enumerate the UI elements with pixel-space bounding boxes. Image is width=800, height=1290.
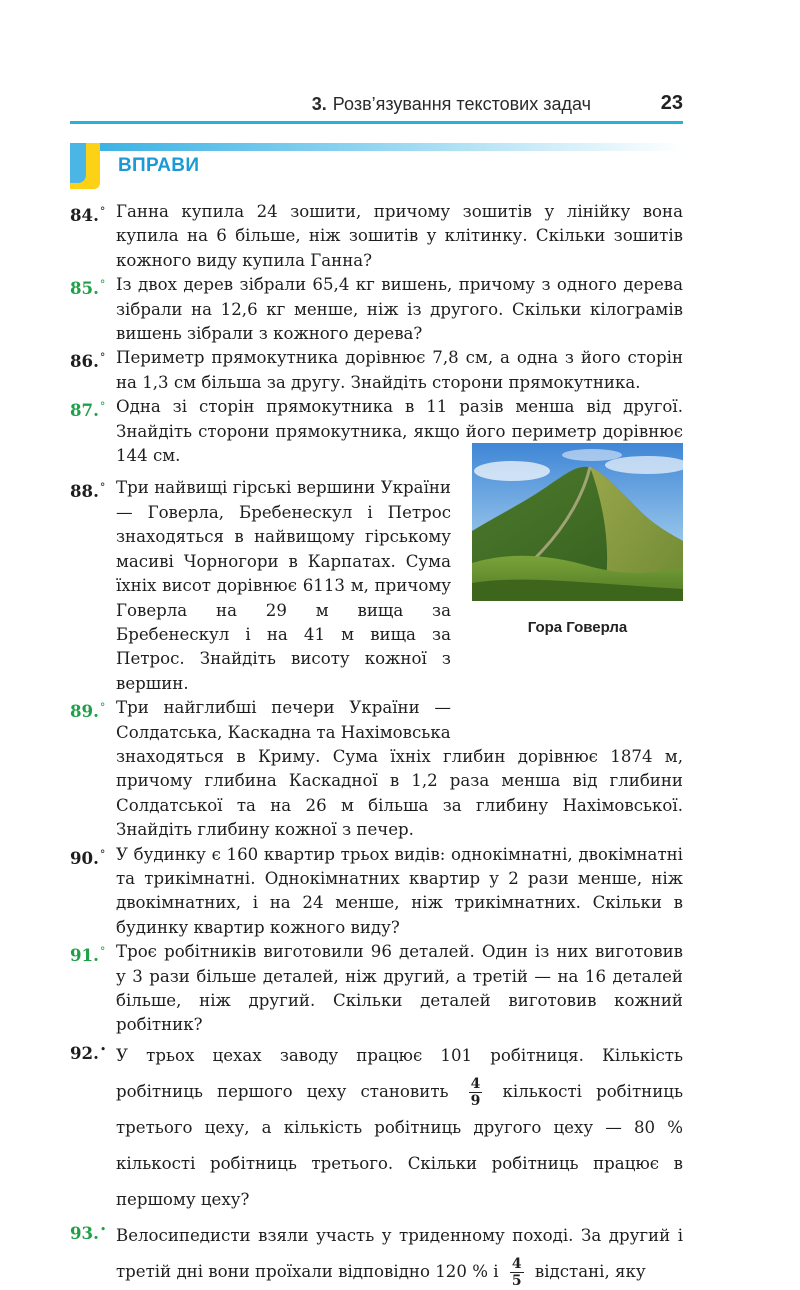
exercise-text: Периметр прямокутника дорівнює 7,8 см, а одна з його сторін на 1,3 см більша за другу. Знайдіть сторони прямокутника. (116, 348, 683, 392)
header-divider (70, 121, 683, 124)
exercise-number: 87.° (70, 400, 106, 421)
exercise-text-part2: знаходяться в Криму. Сума їхніх глибин дорівнює 1874 м, причому глибина Каскадної в 1,2 раза менша від глибини Солдатської та на 26 м більша за глибину Нахімовської. Знайдіть глибину кожної з печер. (116, 746, 683, 840)
exercise-86 (70, 346, 683, 395)
page-number: 23 (660, 92, 683, 114)
exercise-text: Із двох дерев зібрали 65,4 кг вишень, причому з одного дерева зібрали на 12,6 кг менше, ніж із другого. Скільки кілограмів вишень зібрали з кожного дерева? (116, 275, 683, 344)
running-header (70, 86, 683, 122)
section-heading (70, 143, 683, 189)
fraction-denominator: 5 (511, 1272, 522, 1289)
exercise-text: Ганна купила 24 зошити, причому зошитів у лінійку вона купила на 6 більше, ніж зошитів у клітинку. Скільки зошитів кожного виду купила Ганна? (116, 202, 683, 270)
photo-caption: Гора Говерла (527, 619, 628, 636)
fraction-4-9 (469, 1076, 483, 1109)
fraction-numerator: 4 (470, 1075, 481, 1092)
chapter-title: Розв’язування текстових задач (332, 94, 591, 114)
exercise-text-part1: У трьох цехах заводу працює 101 робітниця. Кількість робітниць першого цеху становить (116, 1045, 683, 1101)
fraction-denominator: 9 (470, 1092, 481, 1109)
exercise-number: 86.° (70, 351, 106, 372)
exercise-number: 92.• (70, 1042, 107, 1063)
exercise-85 (70, 273, 683, 346)
exercise-87 (70, 395, 683, 468)
exercise-text: Одна зі сторін прямокутника в 11 разів менша від другої. Знайдіть сторони прямокутника, якщо його периметр дорівнює 144 см. (116, 397, 683, 466)
exercise-89 (70, 696, 451, 745)
exercise-number: 89.° (70, 701, 106, 722)
section-tab-blue (70, 143, 86, 183)
exercise-text: Три найвищі гірські вершини України — Говерла, Бребенескул і Петрос знаходяться в найвищому гірському масиві Чорногори в Карпатах. Сума їхніх висот дорівнює 6113 м, причому Говерла на 29 м вища за Бребенескул і на 41 м вища за Петрос. Знайдіть висоту кожної з вершин. (116, 478, 451, 693)
exercise-text-part2: кількості робітниць третього цеху, а кількість робітниць другого цеху — 80 % кількості робітниць третього. Скільки робітниць працює в першому цеху? (116, 1081, 683, 1209)
exercise-number: 88.° (70, 481, 106, 502)
fraction-numerator: 4 (511, 1255, 522, 1272)
exercise-text-part2: відстані, яку (534, 1261, 646, 1281)
exercise-89-continued (70, 745, 683, 843)
exercise-93 (70, 1218, 683, 1290)
fraction-4-5 (510, 1256, 524, 1289)
exercise-number: 85.° (70, 278, 106, 299)
exercise-text: Троє робітників виготовили 96 деталей. Один із них виготовив у 3 рази більше деталей, ніж другий, а третій — на 16 деталей більше, ніж другий. Скільки деталей виготовив кожний робітник? (116, 942, 683, 1035)
exercise-number: 90.° (70, 847, 106, 868)
exercise-number: 91.° (70, 945, 106, 966)
section-title: ВПРАВИ (118, 155, 200, 176)
chapter-heading (312, 94, 591, 115)
exercise-text: У будинку є 160 квартир трьох видів: однокімнатні, двокімнатні та трикімнатні. Однокімнатних квартир у 2 рази менше, ніж двокімнатних, і на 24 менше, ніж трикімнатних. Скільки в будинку квартир кожного виду? (116, 844, 683, 937)
exercise-list (70, 200, 683, 1290)
exercise-92 (70, 1038, 683, 1218)
exercise-90 (70, 843, 683, 941)
exercise-number: 84.° (70, 205, 106, 225)
chapter-number: 3. (311, 94, 327, 114)
exercise-88 (70, 476, 451, 696)
exercise-text-part1: Три найглибші печери України — Солдатська, Каскадна та Нахімовська (116, 698, 451, 742)
exercise-number: 93.• (70, 1222, 107, 1243)
exercise-84 (70, 200, 683, 273)
section-gradient-bar (100, 143, 683, 151)
exercise-text-part1: Велосипедисти взяли участь у триденному поході. За другий і третій дні вони проїхали відповідно 120 % і (116, 1225, 683, 1281)
exercise-91 (70, 940, 683, 1038)
